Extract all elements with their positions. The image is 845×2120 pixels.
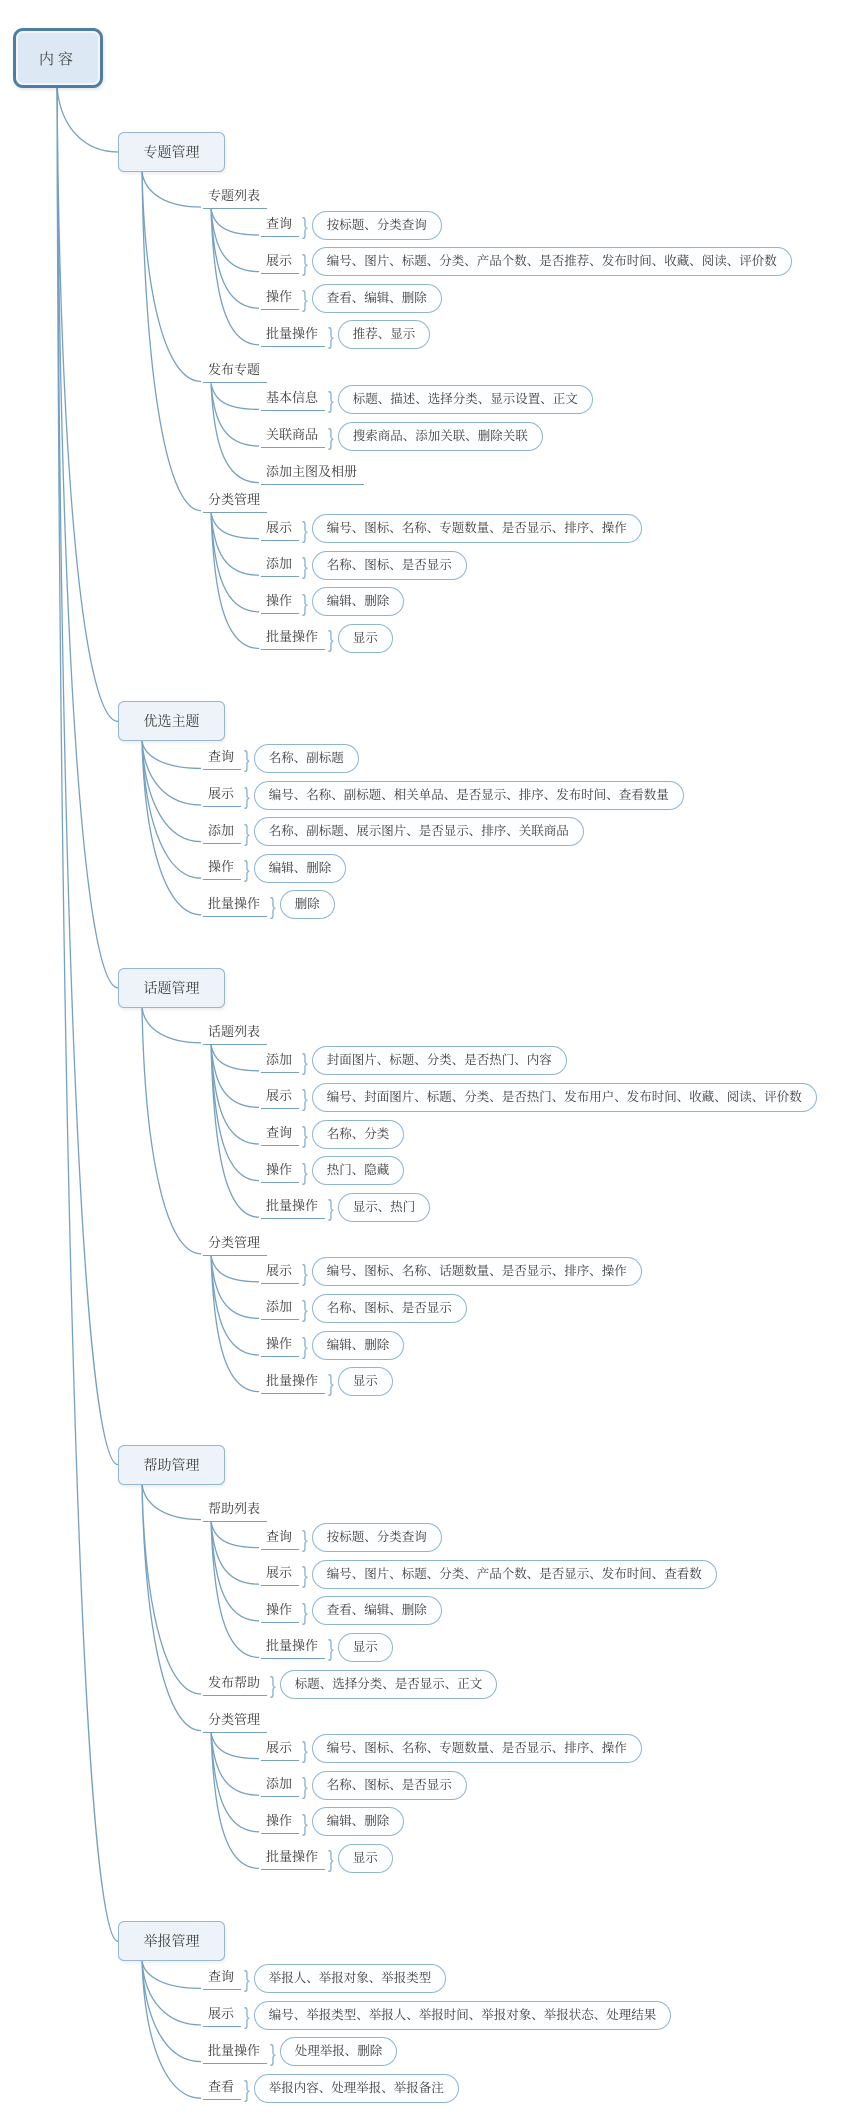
node-bubble[interactable]: 编辑、删除 (312, 1331, 405, 1360)
connector-curve (211, 1045, 259, 1181)
bracket-connector-icon: } (302, 1333, 308, 1359)
bracket-connector-icon: } (302, 1562, 308, 1589)
mindmap-row (203, 2038, 397, 2064)
mindmap-row (261, 1047, 567, 1073)
bracket-connector-icon: } (328, 1369, 334, 1396)
mindmap-row (261, 1633, 393, 1662)
mindmap-row (203, 1496, 267, 1522)
node-label[interactable]: 基本信息 (261, 389, 325, 411)
mindmap-row (261, 1560, 717, 1589)
mindmap-row (203, 781, 684, 807)
mindmap-row (261, 422, 543, 448)
bracket-connector-icon: } (328, 424, 334, 450)
mindmap-row (203, 818, 584, 844)
mindmap-row (261, 1258, 642, 1284)
bracket-connector-icon: } (270, 2039, 276, 2066)
connector-curve (142, 1008, 201, 1254)
connector-curve (211, 1522, 259, 1585)
connector-curve (142, 1485, 201, 1731)
node-label[interactable]: 批量操作 (203, 2042, 267, 2064)
connector-curve (211, 1733, 259, 1759)
node-bubble[interactable]: 标题、选择分类、是否显示、正文 (280, 1670, 498, 1699)
node-label[interactable]: 批量操作 (261, 1197, 325, 1219)
node-bubble[interactable]: 封面图片、标题、分类、是否热门、内容 (312, 1046, 567, 1075)
mindmap-row (261, 1735, 642, 1761)
bracket-connector-icon: } (302, 1296, 308, 1323)
bracket-connector-icon: } (244, 2003, 250, 2029)
node-bubble[interactable]: 编辑、删除 (312, 1807, 405, 1836)
node-label[interactable]: 查询 (203, 1968, 241, 1990)
node-label[interactable]: 批量操作 (261, 628, 325, 650)
mindmap-row (261, 385, 593, 414)
node-label[interactable]: 批量操作 (261, 1637, 325, 1659)
bracket-connector-icon: } (302, 1773, 308, 1800)
connector-curve (211, 1733, 259, 1869)
mindmap-row (261, 1597, 442, 1623)
bracket-connector-icon: } (270, 1672, 276, 1698)
bracket-connector-icon: } (328, 322, 334, 349)
connector-curve (211, 209, 259, 345)
mindmap-row (261, 1524, 442, 1550)
mindmap-row (261, 624, 393, 653)
connector-curve (211, 1256, 259, 1282)
bracket-connector-icon: } (302, 1259, 308, 1286)
mindmap-row (261, 321, 430, 347)
node-bubble[interactable]: 显示 (338, 1633, 393, 1662)
mindmap-row (261, 1368, 393, 1394)
node-bubble[interactable]: 查看、编辑、删除 (312, 1596, 442, 1625)
node-label[interactable]: 添加主图及相册 (261, 463, 364, 485)
connector-curve (211, 1045, 259, 1071)
node-label[interactable]: 添加 (261, 1775, 299, 1797)
node-label[interactable]: 关联商品 (261, 426, 325, 448)
node-bubble[interactable]: 查看、编辑、删除 (312, 284, 442, 313)
connector-curve (211, 1733, 259, 1796)
node-bubble[interactable]: 显示 (338, 1367, 393, 1396)
mindmap-row (261, 248, 792, 274)
connector-curve (211, 1256, 259, 1319)
bracket-connector-icon: } (244, 856, 250, 883)
connector-curve (57, 86, 118, 1465)
node-label[interactable]: 发布专题 (203, 361, 267, 383)
node-bubble[interactable]: 编号、名称、副标题、相关单品、是否显示、排序、发布时间、查看数量 (254, 781, 684, 810)
node-bubble[interactable]: 编号、图标、名称、专题数量、是否显示、排序、操作 (312, 1734, 642, 1763)
bracket-connector-icon: } (244, 1966, 250, 1993)
connector-curve (211, 513, 259, 649)
mindmap-row (261, 1808, 404, 1834)
node-label[interactable]: 展示 (203, 2005, 241, 2027)
node-label[interactable]: 帮助列表 (203, 1500, 267, 1522)
connector-curve (57, 86, 118, 152)
node-label[interactable]: 分类管理 (203, 1711, 267, 1733)
node-bubble[interactable]: 编辑、删除 (254, 854, 347, 883)
connector-curve (211, 383, 259, 409)
bracket-connector-icon: } (328, 387, 334, 414)
connector-curve (211, 1256, 259, 1392)
node-label[interactable]: 展示 (261, 519, 299, 541)
node-bubble[interactable]: 名称、分类 (312, 1120, 405, 1149)
connector-curve (211, 513, 259, 539)
root-node[interactable]: 内容 (13, 28, 103, 88)
mindmap-row (203, 2001, 671, 2027)
connector-curve (57, 86, 118, 988)
node-bubble[interactable]: 显示 (338, 1844, 393, 1873)
node-bubble[interactable]: 名称、副标题、展示图片、是否显示、排序、关联商品 (254, 817, 584, 846)
bracket-connector-icon: } (244, 783, 250, 809)
mindmap-row (261, 211, 442, 237)
node-bubble[interactable]: 名称、图标、是否显示 (312, 1771, 467, 1800)
mindmap-row (261, 515, 642, 541)
node-bubble[interactable]: 处理举报、删除 (280, 2037, 398, 2066)
bracket-connector-icon: } (244, 2076, 250, 2103)
mindmap-row (261, 1771, 467, 1800)
mindmap-row (203, 1670, 497, 1696)
node-label[interactable]: 操作 (261, 1161, 299, 1183)
node-label[interactable]: 展示 (261, 252, 299, 274)
mindmap-row (203, 1230, 267, 1256)
node-bubble[interactable]: 编号、图片、标题、分类、产品个数、是否推荐、发布时间、收藏、阅读、评价数 (312, 247, 792, 276)
bracket-connector-icon: } (328, 1635, 334, 1662)
node-bubble[interactable]: 热门、隐藏 (312, 1156, 405, 1185)
node-bubble[interactable]: 名称、副标题 (254, 744, 359, 773)
mindmap-row (261, 1083, 817, 1112)
node-bubble[interactable]: 编辑、删除 (312, 587, 405, 616)
node-bubble[interactable]: 编号、图标、名称、话题数量、是否显示、排序、操作 (312, 1257, 642, 1286)
connector-curve (211, 209, 259, 235)
mindmap-row (261, 1844, 393, 1873)
mindmap-row (261, 551, 467, 580)
node-label[interactable]: 分类管理 (203, 491, 267, 513)
mindmap-row (203, 854, 346, 883)
mindmap-row (203, 744, 359, 773)
node-bubble[interactable]: 编号、举报类型、举报人、举报时间、举报对象、举报状态、处理结果 (254, 2001, 672, 2030)
mindmap-row (203, 1964, 446, 1993)
connector-curve (211, 383, 259, 446)
node-bubble[interactable]: 举报内容、处理举报、举报备注 (254, 2074, 459, 2103)
node-label[interactable]: 操作 (261, 1601, 299, 1623)
connector-curve (142, 172, 201, 511)
mindmap-row (203, 2074, 459, 2103)
connector-curve (57, 86, 118, 1941)
node-label[interactable]: 查询 (261, 1528, 299, 1550)
bracket-connector-icon: } (328, 1846, 334, 1873)
connector-curve (211, 1522, 259, 1658)
mindmap-row (261, 1157, 404, 1183)
branch-node[interactable]: 帮助管理 (118, 1445, 225, 1485)
mindmap-row (203, 1707, 267, 1733)
node-label[interactable]: 展示 (261, 1564, 299, 1586)
connector-curve (142, 172, 201, 207)
bracket-connector-icon: } (328, 1195, 334, 1222)
connector-curve (142, 741, 201, 878)
node-label[interactable]: 添加 (203, 822, 241, 844)
connector-curve (142, 1485, 201, 1520)
branch-node[interactable]: 优选主题 (118, 701, 225, 741)
node-label[interactable]: 批量操作 (261, 1848, 325, 1870)
node-label[interactable]: 展示 (261, 1262, 299, 1284)
connector-curve (211, 1045, 259, 1108)
node-bubble[interactable]: 显示、热门 (338, 1193, 431, 1222)
node-label[interactable]: 添加 (261, 555, 299, 577)
node-label[interactable]: 话题列表 (203, 1023, 267, 1045)
connector-curve (142, 1008, 201, 1043)
bracket-connector-icon: } (302, 249, 308, 276)
node-label[interactable]: 展示 (261, 1087, 299, 1109)
node-label[interactable]: 专题列表 (203, 187, 267, 209)
connector-curve (211, 209, 259, 272)
mindmap-row (261, 1331, 404, 1357)
bracket-connector-icon: } (302, 213, 308, 239)
bracket-connector-icon: } (244, 819, 250, 846)
connector-curve (211, 1522, 259, 1548)
branch-node[interactable]: 专题管理 (118, 132, 225, 172)
node-bubble[interactable]: 搜索商品、添加关联、删除关联 (338, 422, 543, 451)
node-label[interactable]: 添加 (261, 1051, 299, 1073)
mindmap-row (203, 487, 267, 513)
mindmap-row (203, 357, 267, 383)
node-label[interactable]: 分类管理 (203, 1234, 267, 1256)
node-bubble[interactable]: 按标题、分类查询 (312, 1523, 442, 1552)
connector-curve (211, 513, 259, 576)
mindmap-row (203, 891, 335, 917)
node-bubble[interactable]: 显示 (338, 624, 393, 653)
node-label[interactable]: 发布帮助 (203, 1674, 267, 1696)
bracket-connector-icon: } (302, 1158, 308, 1185)
connector-curve (142, 741, 201, 768)
node-label[interactable]: 批量操作 (261, 1372, 325, 1394)
node-bubble[interactable]: 编号、封面图片、标题、分类、是否热门、发布用户、发布时间、收藏、阅读、评价数 (312, 1083, 817, 1112)
bracket-connector-icon: } (302, 553, 308, 580)
bracket-connector-icon: } (302, 1598, 308, 1625)
node-bubble[interactable]: 编号、图标、名称、专题数量、是否显示、排序、操作 (312, 514, 642, 543)
node-bubble[interactable]: 按标题、分类查询 (312, 211, 442, 240)
node-label[interactable]: 操作 (261, 1335, 299, 1357)
connector-curve (142, 1961, 201, 2098)
bracket-connector-icon: } (302, 1809, 308, 1836)
bracket-connector-icon: } (302, 589, 308, 616)
mindmap-row (261, 1193, 430, 1222)
mindmap-row (203, 183, 267, 209)
mindmap-row (261, 588, 404, 614)
mindmap-row (261, 1294, 467, 1323)
node-label[interactable]: 查询 (203, 748, 241, 770)
branch-node[interactable]: 话题管理 (118, 968, 225, 1008)
node-label[interactable]: 查看 (203, 2078, 241, 2100)
node-label[interactable]: 展示 (203, 785, 241, 807)
node-label[interactable]: 操作 (203, 858, 241, 880)
node-label[interactable]: 查询 (261, 215, 299, 237)
node-label[interactable]: 展示 (261, 1739, 299, 1761)
node-bubble[interactable]: 标题、描述、选择分类、显示设置、正文 (338, 385, 593, 414)
bracket-connector-icon: } (302, 286, 308, 313)
connector-curve (142, 741, 201, 914)
bracket-connector-icon: } (302, 1085, 308, 1112)
node-label[interactable]: 添加 (261, 1298, 299, 1320)
bracket-connector-icon: } (302, 516, 308, 543)
bracket-connector-icon: } (244, 746, 250, 773)
connector-curve (142, 1961, 201, 1988)
bracket-connector-icon: } (302, 1122, 308, 1148)
node-label[interactable]: 操作 (261, 1812, 299, 1834)
bracket-connector-icon: } (270, 892, 276, 919)
node-bubble[interactable]: 名称、图标、是否显示 (312, 1294, 467, 1323)
node-bubble[interactable]: 名称、图标、是否显示 (312, 551, 467, 580)
node-bubble[interactable]: 举报人、举报对象、举报类型 (254, 1964, 447, 1993)
bracket-connector-icon: } (302, 1525, 308, 1552)
mindmap-row (261, 459, 364, 485)
bracket-connector-icon: } (302, 1048, 308, 1075)
node-label[interactable]: 批量操作 (203, 895, 267, 917)
mindmap-row (261, 284, 442, 313)
node-bubble[interactable]: 编号、图片、标题、分类、产品个数、是否显示、发布时间、查看数 (312, 1560, 717, 1589)
connector-curve (57, 86, 118, 721)
node-label[interactable]: 查询 (261, 1124, 299, 1146)
node-bubble[interactable]: 推荐、显示 (338, 320, 431, 349)
node-label[interactable]: 操作 (261, 592, 299, 614)
mindmap-row (261, 1120, 404, 1146)
bracket-connector-icon: } (302, 1736, 308, 1763)
bracket-connector-icon: } (328, 626, 334, 653)
branch-node[interactable]: 举报管理 (118, 1921, 225, 1961)
node-label[interactable]: 操作 (261, 288, 299, 310)
mindmap-row (203, 1019, 267, 1045)
node-label[interactable]: 批量操作 (261, 325, 325, 347)
node-bubble[interactable]: 删除 (280, 890, 335, 919)
